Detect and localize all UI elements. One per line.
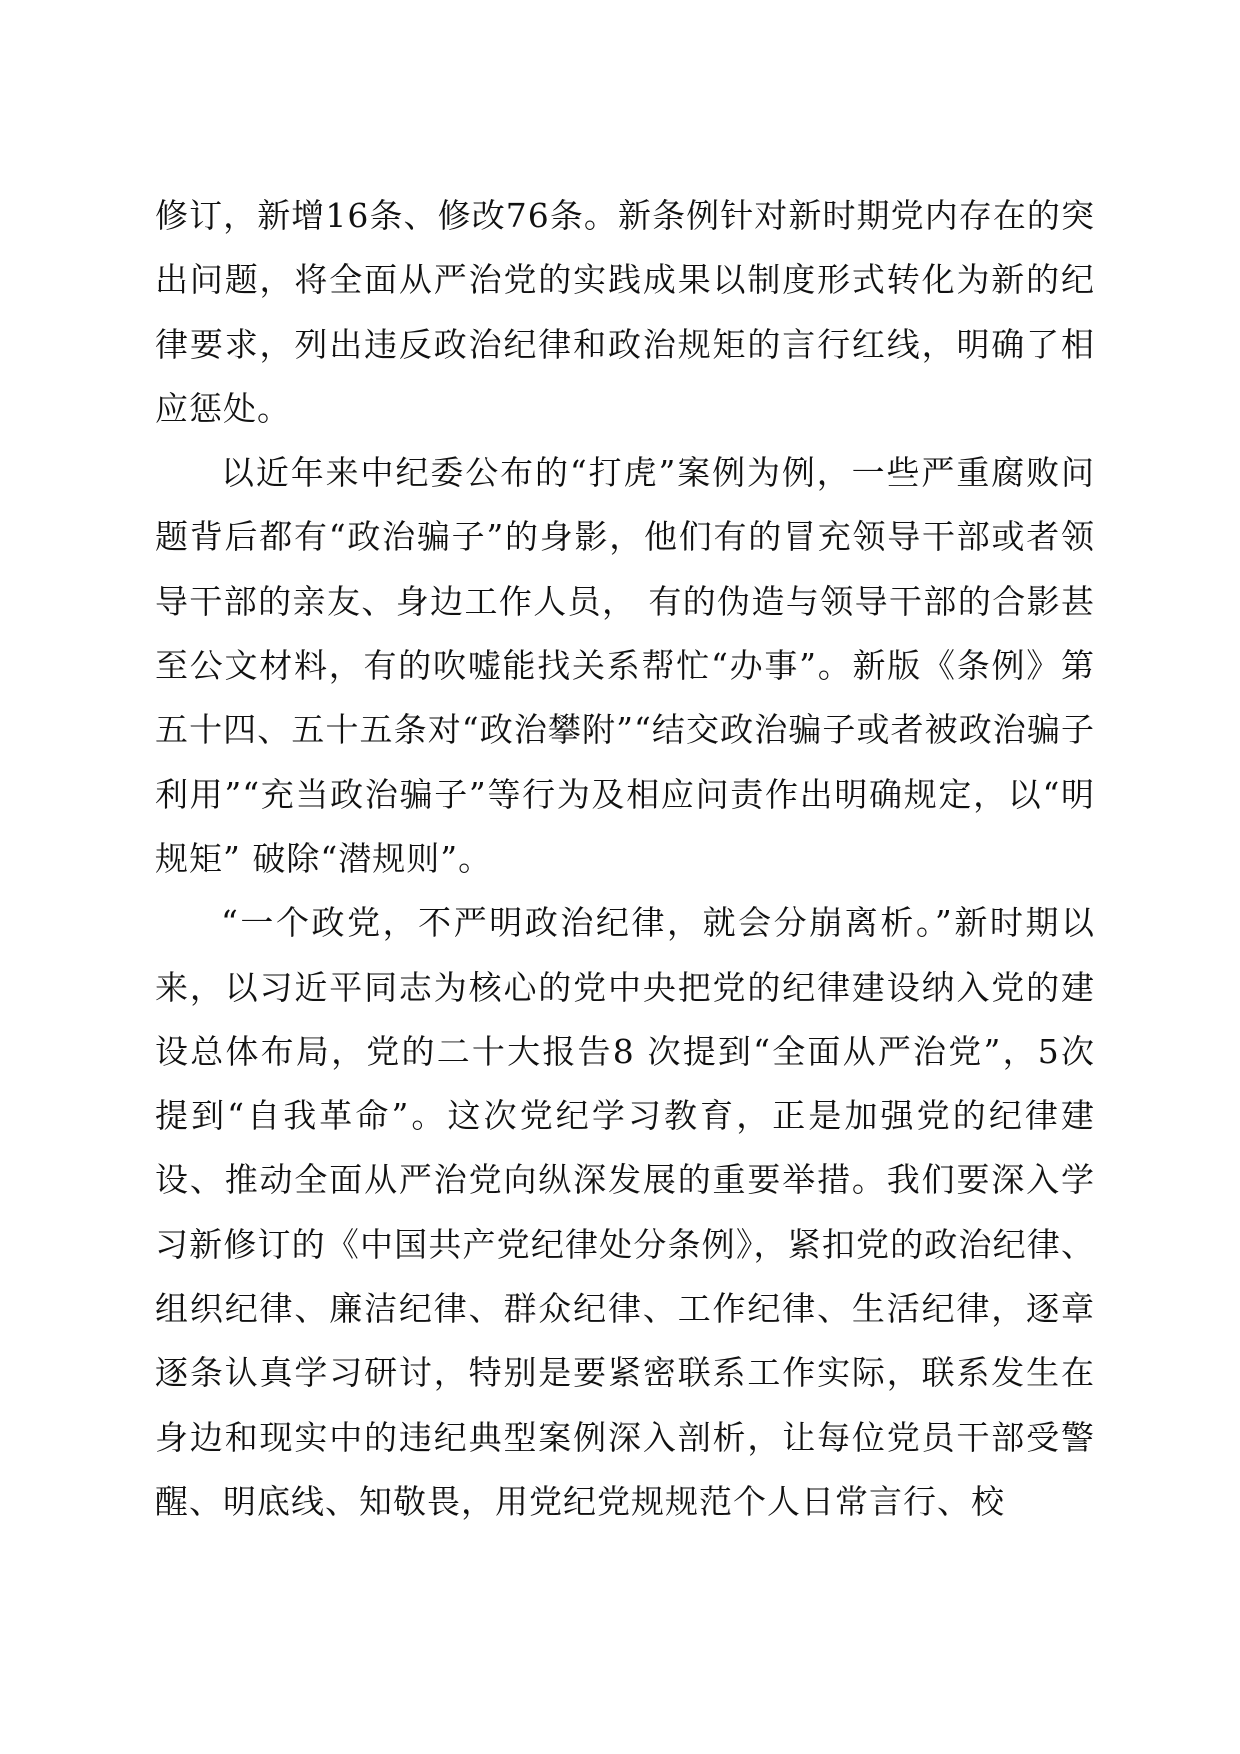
paragraph-1: 修订，新增16条、修改76条。新条例针对新时期党内存在的突出问题，将全面从严治党的实践成果以制度形式转化为新的纪律要求，列出违反政治纪律和政治规矩的言行红线，明确了相应惩处。 [155,196,1095,428]
paragraph-3: “一个政党，不严明政治纪律，就会分崩离析。”新时期以来，以习近平同志为核心的党中央把党的纪律建设纳入党的建设总体布局，党的二十大报告8 次提到“全面从严治党”，5次提到“自我革命”。这次党纪学习教育，正是加强党的纪律建设、推动全面从严治党向纵深发展的重要举措。我们要深入学习新修订的《中国共产党纪律处分条例》，紧扣党的政治纪律、组织纪律、廉洁纪律、群众纪律、工作纪律、生活纪律，逐章逐条认真学习研讨，特别是要紧密联系工作实际，联系发生在身边和现实中的违纪典型案例深入剖析，让每位党员干部受警醒、明底线、知敬畏，用党纪党规规范个人日常言行、校 [155,903,1095,1521]
document-body [155,184,1095,1534]
paragraph-2: 以近年来中纪委公布的“打虎”案例为例，一些严重腐败问题背后都有“政治骗子”的身影，他们有的冒充领导干部或者领导干部的亲友、身边工作人员， 有的伪造与领导干部的合影甚至公文材料，有的吹嘘能找关系帮忙“办事”。新版《条例》第五十四、五十五条对“政治攀附”“结交政治骗子或者被政治骗子利用”“充当政治骗子”等行为及相应问责作出明确规定，以“明规矩” 破除“潜规则”。 [155,453,1095,878]
